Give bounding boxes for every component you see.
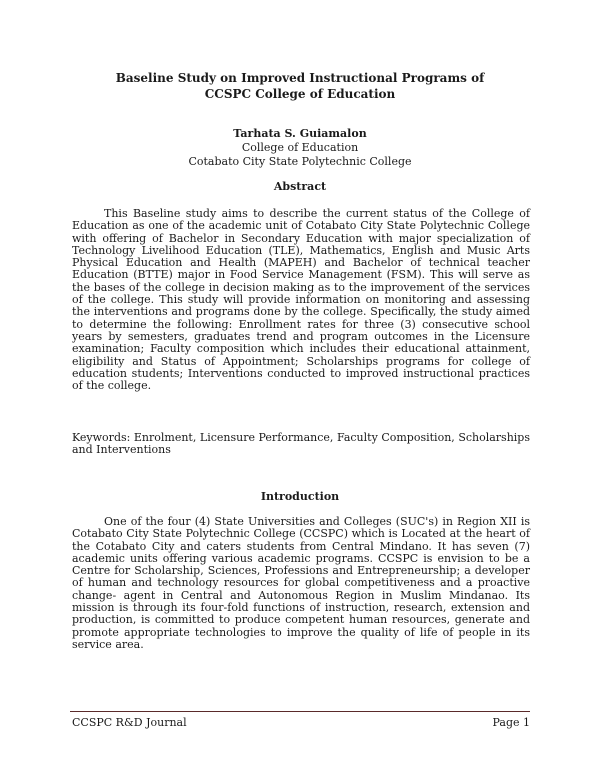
abstract-heading: Abstract [273,180,327,193]
abstract-text: This Baseline study aims to describe the current status of the College of Education as one of the academic unit of Cotabato City State Polytechnic College with offering of Bachelor in Secondary Education with major specialization of Technology Livelihood Education (TLE), Mathematics, English and Music Arts Physical Education and Health (MAPEH) and Bachelor of technical teacher Education (BTTE) major in Food Service Management (FSM). This will serve as the bases of the college in decision making as to the improvement of the services of the college. This study will provide information on monitoring and assessing the interventions and programs done by the college. Specifically, the study aimed to determine the following: Enrollment rates for three (3) consecutive school years by semesters, graduates trend and program outcomes in the Licensure examination; Faculty composition which includes their educational attainment, eligibility and Status of Appointment; Scholarships programs for college of education students; Interventions conducted to improved instructional practices of the college. [72,207,530,393]
author-institution: Cotabato City State Polytechnic College [188,155,412,168]
footer-divider [70,711,530,712]
author-department: College of Education [241,141,359,154]
title-line-1: Baseline Study on Improved Instructional Programs of [115,71,485,85]
keywords-text: Keywords: Enrolment, Licensure Performance, Faculty Composition, Scholarships and Interventions [72,431,530,457]
paper-title [60,70,540,102]
introduction-heading: Introduction [260,490,340,503]
introduction-text: One of the four (4) State Universities and Colleges (SUC's) in Region XII is Cotabato City State Polytechnic College (CCSPC) which is Located at the heart of the Cotabato City and caters students from Central Mindano. It has seven (7) academic units offering various academic programs. CCSPC is envision to be a Centre for Scholarship, Sciences, Professions and Entrepreneurship; a developer of human and technology resources for global competitiveness and a proactive change- agent in Central and Autonomous Region in Muslim Mindanao. Its mission is through its four-fold functions of instruction, research, extension and production, is committed to produce competent human resources, generate and promote appropriate technologies to improve the quality of life of people in its service area. [72,515,530,651]
author-name: Tarhata S. Guiamalon [233,127,367,140]
title-line-2: CCSPC College of Education [204,87,396,101]
footer-page-number: Page 1 [492,716,530,729]
author-block [60,127,540,169]
footer-journal-name: CCSPC R&D Journal [72,716,187,729]
